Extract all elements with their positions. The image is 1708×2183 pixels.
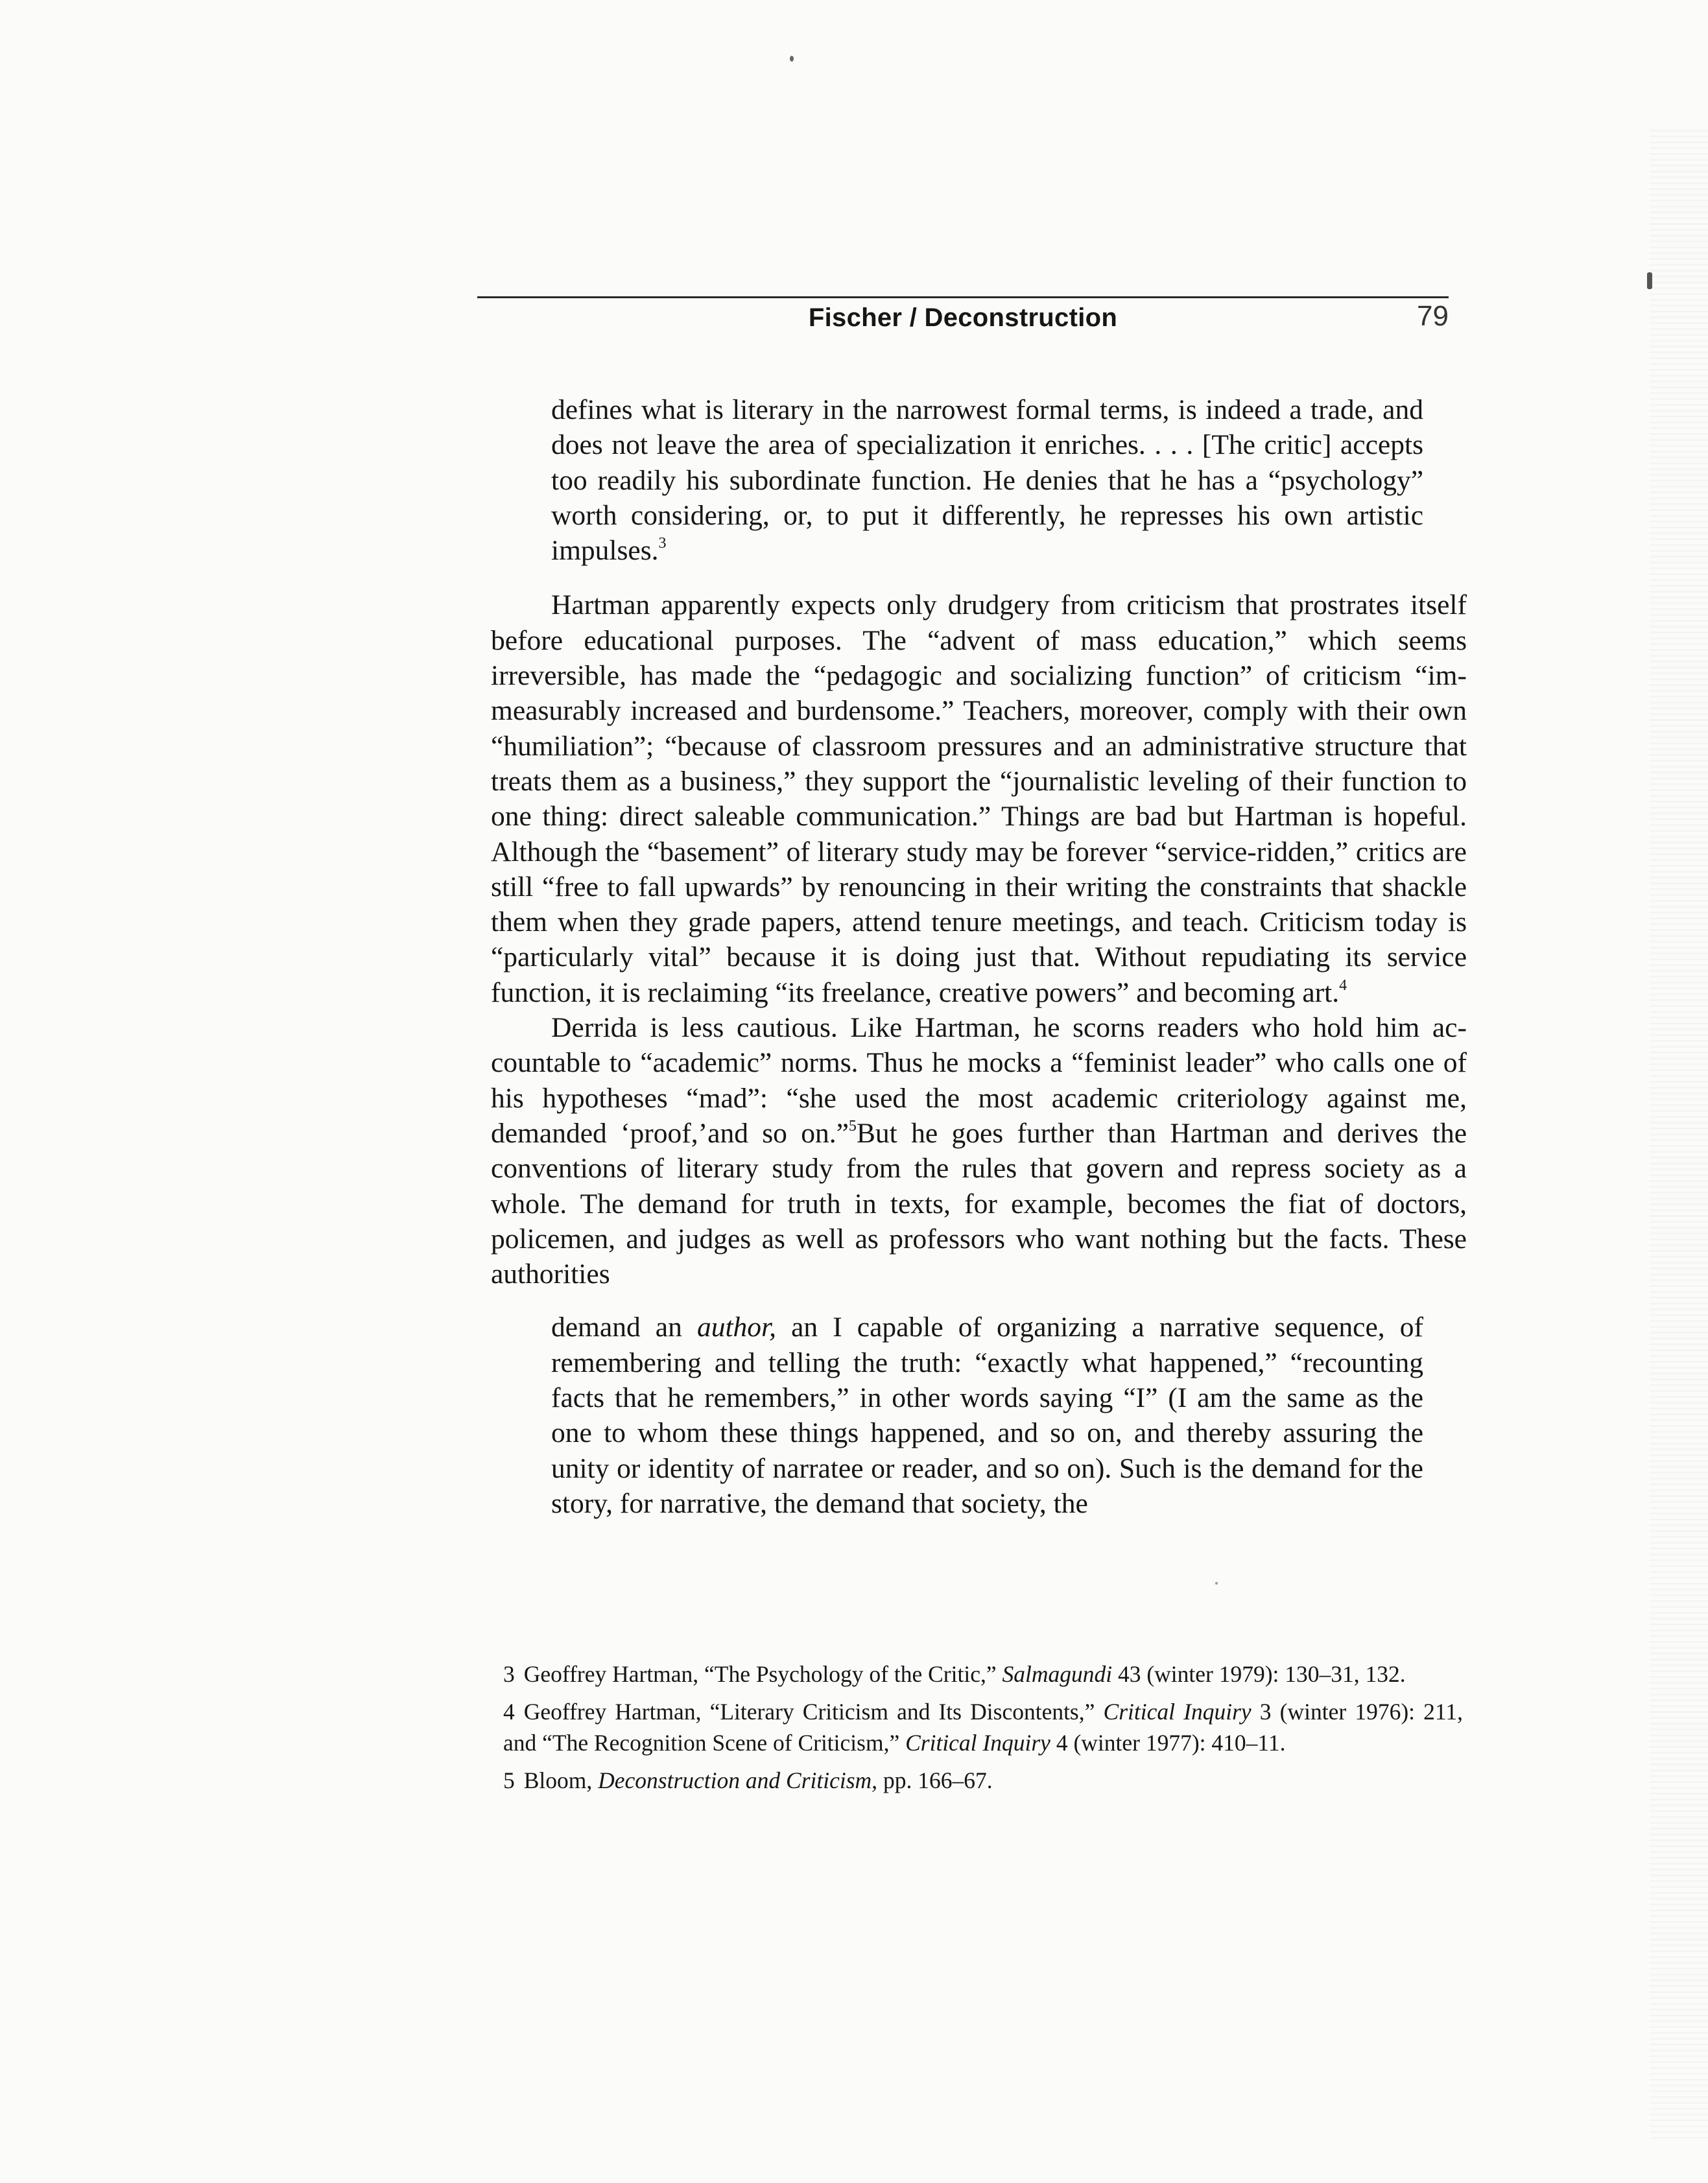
scan-speck [790, 56, 794, 62]
quote-text-continued: an I capable of organizing a narrative sequence, of remembering and telling the truth: “exactly what happened,” “recounting facts that he remembers,” in other words saying “I” (I am the same as the one to whom these things happened, and so on, and thereby assuring the unity or identity of narratee or reader, and so on). Such is the demand for the story, for narrative, the demand that society, the [551, 1312, 1423, 1519]
quote-italic: author, [696, 1312, 777, 1343]
running-title: Fischer / Deconstruction [808, 303, 1118, 332]
block-quote-derrida [551, 1310, 1423, 1521]
page-number: 79 [1417, 300, 1449, 332]
footnote-number: 4 [503, 1699, 515, 1725]
paragraph-text: Hartman apparently expects only drudgery from criticism that prostrates itself before educational purposes. The “advent of mass education,” which seems irreversible, has made the “pedagogic and socializing function” of criticism “immeasurably increased and burdensome.” Teachers, moreover, comply with their own “humiliation”; “because of classroom pressures and an administrative structure that treats them as a business,” they support the “journalistic leveling of their function to one thing: direct saleable communication.” Things are bad but Hartman is hopeful. Although the “basement” of literary study may be forever “service-ridden,” critics are still “free to fall upwards” by renouncing in their writing the constraints that shackle them when they grade papers, attend tenure meetings, and teach. Criticism today is “particularly vital” because it is doing just that. Without repudiating its service function, it is reclaiming “its freelance, creative powers” and becoming art. [491, 589, 1467, 1008]
footnote-text: Bloom, [523, 1767, 599, 1793]
footnote-number: 3 [503, 1661, 515, 1687]
footnote-ref: 3 [658, 535, 667, 552]
quote-text: defines what is literary in the narrowest formal terms, is indeed a trade, and does not leave the area of specialization it enriches. . . . [The critic] accepts too readily his subordinate function. He denies that he has a “psychology” worth considering, or, to put it differently, he represses his own artistic impulses. [551, 394, 1423, 567]
footnote-ref: 5 [848, 1117, 857, 1135]
footnote-number: 5 [503, 1767, 515, 1793]
scan-speck [1647, 272, 1652, 289]
footnote-italic: Critical Inquiry [1103, 1699, 1251, 1725]
footnote-text: Geoffrey Hartman, “The Psychology of the Critic,” [523, 1661, 1002, 1687]
footnote-text: Geoffrey Hartman, “Literary Criticism and Its Discontents,” [523, 1699, 1104, 1725]
footnote-5 [503, 1765, 1463, 1796]
footnote-italic: Deconstruction and Criticism, [598, 1767, 878, 1793]
body-text [491, 392, 1467, 1521]
paragraph-text: Derrida is less cautious. Like Hartman, he scorns readers who hold him accountable to “academic” norms. Thus he mocks a “feminist leader” who calls one of his hypotheses “mad”: “she used the most academic criteriology against me, demanded ‘proof,’and so on.” [491, 1012, 1467, 1149]
footnote-italic-2: Critical Inquiry [905, 1730, 1050, 1756]
footnotes [503, 1658, 1463, 1802]
scan-speck [1215, 1582, 1218, 1585]
paragraph-derrida [491, 1010, 1467, 1292]
footnote-3 [503, 1658, 1463, 1690]
scan-shadow-edge [1650, 130, 1708, 2140]
header-rule [477, 296, 1449, 298]
footnote-4 [503, 1696, 1463, 1758]
footnote-italic: Salmagundi [1002, 1661, 1113, 1687]
running-head [477, 300, 1449, 338]
quote-text: demand an [551, 1312, 697, 1343]
footnote-text-middle: 3 (winter 1976): 211, and “The Recognition Scene of Criticism,” [503, 1699, 1463, 1756]
paragraph-text-continued: But he goes further than Hartman and derives the conventions of literary study from the rules that govern and repress society as a whole. The demand for truth in texts, for example, becomes the fiat of doctors, policemen, and judges as well as professors who want nothing but the facts. These authorities [491, 1117, 1467, 1290]
footnote-ref: 4 [1339, 976, 1347, 994]
footnote-text-end: 43 (winter 1979): 130–31, 132. [1112, 1661, 1406, 1687]
footnote-text-end: 4 (winter 1977): 410–11. [1050, 1730, 1286, 1756]
paragraph-hartman [491, 587, 1467, 1010]
block-quote-hartman [551, 392, 1423, 568]
footnote-text-end: pp. 166–67. [877, 1767, 993, 1793]
